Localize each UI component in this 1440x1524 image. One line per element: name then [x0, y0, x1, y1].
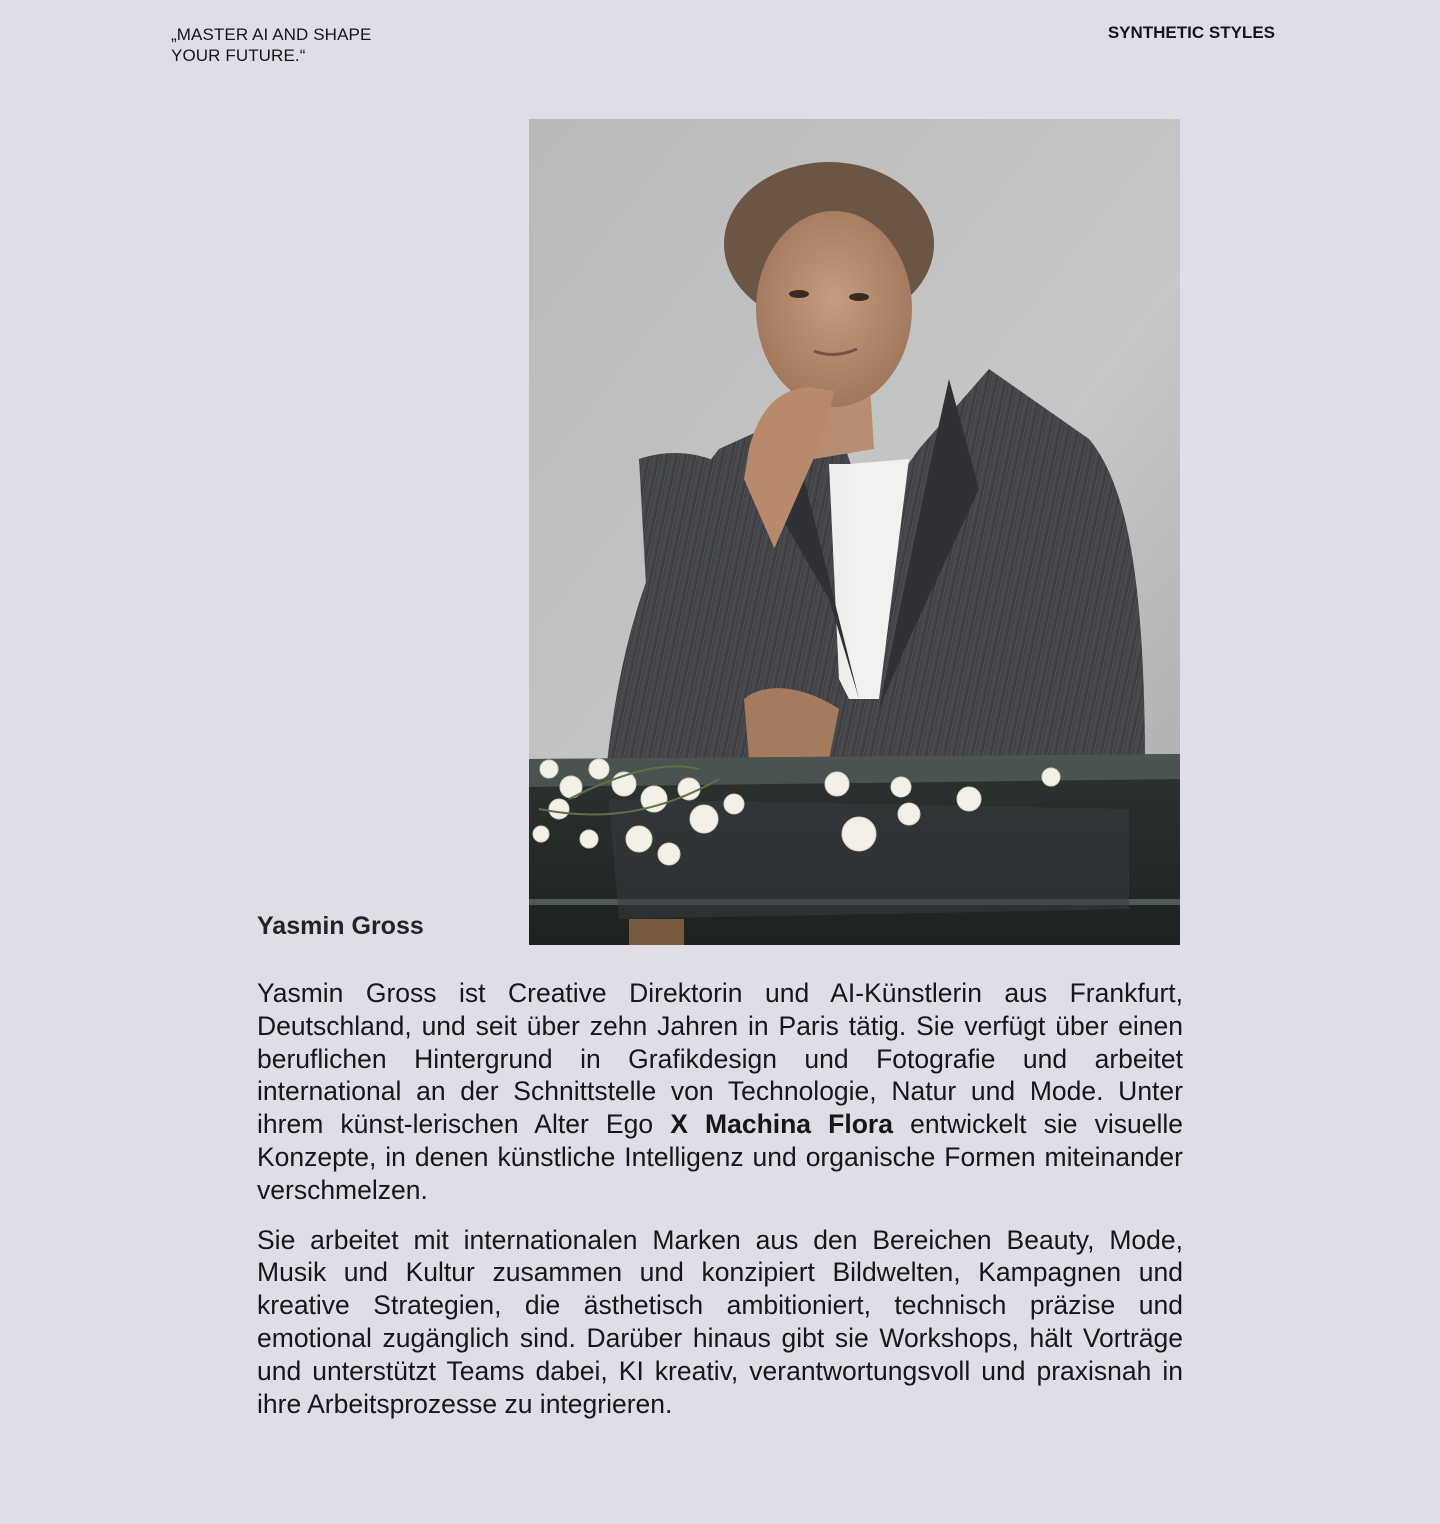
- biography: [257, 977, 1183, 1437]
- alter-ego-name: X Machina Flora: [670, 1109, 893, 1140]
- person-name: Yasmin Gross: [257, 912, 424, 940]
- bio-paragraph-2: Sie arbeitet mit internationalen Marken aus den Bereichen Beauty, Mode, Musik und Kultur zusammen und konzipiert Bildwelten, Kampagnen und kreative Strategien, die ästhetisch ambitioniert, technisch präzise und emotional zugänglich sind. Darüber hinaus gibt sie Workshops, hält Vorträge und unterstützt Teams dabei, KI kreativ, verantwortungsvoll und praxisnah in ihre Arbeitsprozesse zu integrieren.: [257, 1224, 1183, 1419]
- tagline: [171, 24, 371, 66]
- bio-paragraph-1: [257, 977, 1183, 1207]
- portrait-illustration: [529, 119, 1180, 945]
- bio-paragraph-1-start: Yasmin Gross ist Creative Direktorin und AI-Künstlerin aus Frankfurt, Deutschland, und seit über zehn Jahren in Paris tätig. Sie verfügt über einen beruflichen Hintergrund in Grafikdesign und Fotografie und arbeitet international an der Schnittstelle von Technologie, Natur und Mode. Unter ihrem künst-lerischen Alter Ego: [257, 978, 1183, 1140]
- portrait-photo: [529, 119, 1180, 945]
- bio-paragraph-1-end: entwickelt sie visuelle Konzepte, in denen künstliche Intelligenz und organische Formen miteinander verschmelzen.: [257, 1109, 1183, 1205]
- tagline-line-2: YOUR FUTURE.“: [171, 46, 306, 65]
- tagline-line-1: „MASTER AI AND SHAPE: [171, 25, 372, 44]
- brand-name: SYNTHETIC STYLES: [1107, 23, 1275, 42]
